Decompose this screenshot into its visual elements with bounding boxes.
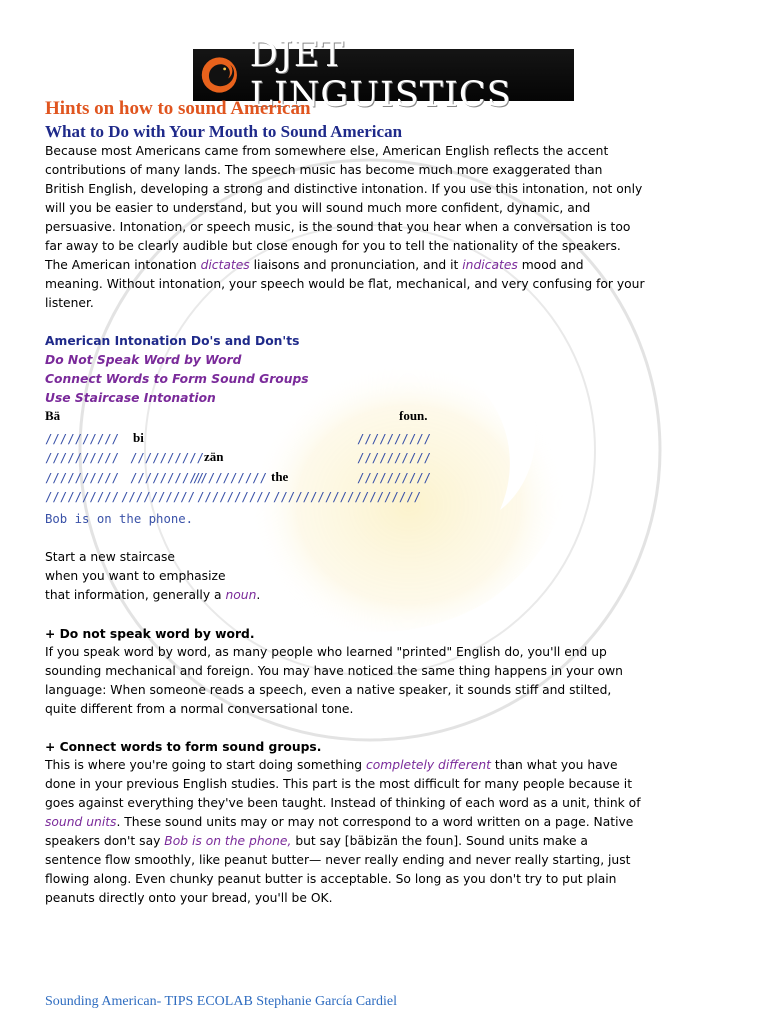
section-heading: + Do not speak word by word.: [45, 627, 255, 641]
rule-item: Do Not Speak Word by Word: [45, 353, 242, 367]
slash-step: //////////: [130, 471, 205, 485]
syllable: the: [271, 469, 289, 484]
syllable: zän: [204, 449, 224, 464]
slash-step: //////////: [45, 451, 120, 465]
slash-step: //////////: [45, 490, 120, 504]
slash-step: //////////: [193, 471, 268, 485]
syllable: bi: [133, 430, 144, 445]
new-staircase-line: Start a new staircase: [45, 550, 175, 564]
page-title: Hints on how to sound American: [45, 98, 311, 119]
slash-step: //////////: [357, 471, 432, 485]
section-heading: + Connect words to form sound groups.: [45, 740, 322, 754]
slash-step: //////////: [45, 471, 120, 485]
slash-step: //////////: [197, 490, 272, 504]
slash-step: //////////: [357, 451, 432, 465]
rule-item: Connect Words to Form Sound Groups: [45, 372, 309, 386]
slash-step: //////////: [347, 490, 422, 504]
slash-step: //////////: [130, 451, 205, 465]
intro-paragraph: Because most Americans came from somewhere else, American English reflects the accent contributions of many lands. The speech music has become much more exaggerated than British English, developing a strong and distinctive intonation. If you use this intonation, not only will you be easier to understand, but you will sound much more confident, dynamic, and persuasive. Intonation, or speech music, is the sound that you hear when a conversation is too far away to be clearly audible but close enough for you to tell the nationality of the speakers. The American intonation dictates liaisons and pronunciation, and it indicates mood and meaning. Without intonation, your speech would be flat, mechanical, and very confusing for your listener.: [45, 144, 645, 310]
logo: [193, 35, 574, 115]
slash-step: //////////: [273, 490, 348, 504]
rule-item: Use Staircase Intonation: [45, 391, 216, 405]
slash-step: //////////: [45, 432, 120, 446]
page-subtitle: What to Do with Your Mouth to Sound American: [45, 122, 403, 141]
slash-step: //////////: [121, 490, 196, 504]
phoenix-logo-icon: [193, 49, 246, 101]
new-staircase-line: when you want to emphasize: [45, 569, 226, 583]
syllable: Bä: [45, 408, 61, 423]
slash-step: //////////: [357, 432, 432, 446]
syllable: foun.: [399, 408, 428, 423]
staircase-example: Bob is on the phone.: [45, 512, 194, 526]
page-footer: Sounding American- TIPS ECOLAB Stephanie García Cardiel: [45, 994, 398, 1009]
new-staircase-line: that information, generally a noun.: [45, 588, 261, 602]
section-body: This is where you're going to start doing something completely different than what you have done in your previous English studies. This part is the most difficult for many people because it goes against everything they've been taught. Instead of thinking of each word as a unit, think of sound units. These sound units may or may not correspond to a word written on a page. Native speakers don't say Bob is on the phone, but say [bäbizän the foun]. Sound units make a sentence flow smoothly, like peanut butter— never really ending and never really starting, just flowing along. Even chunky peanut butter is acceptable. So long as you don't try to put plain peanuts directly onto your bread, you'll be OK.: [45, 758, 641, 905]
rules-heading: American Intonation Do's and Don'ts: [45, 334, 300, 348]
logo-text: DJET LINGUISTICS: [249, 35, 512, 115]
section-body: If you speak word by word, as many people who learned "printed" English do, you'll end up sounding mechanical and foreign. You may have noticed the same thing happens in your own language: When someone reads a speech, even a native speaker, it sounds stiff and stilted, quite different from a normal conversational tone.: [45, 645, 623, 716]
